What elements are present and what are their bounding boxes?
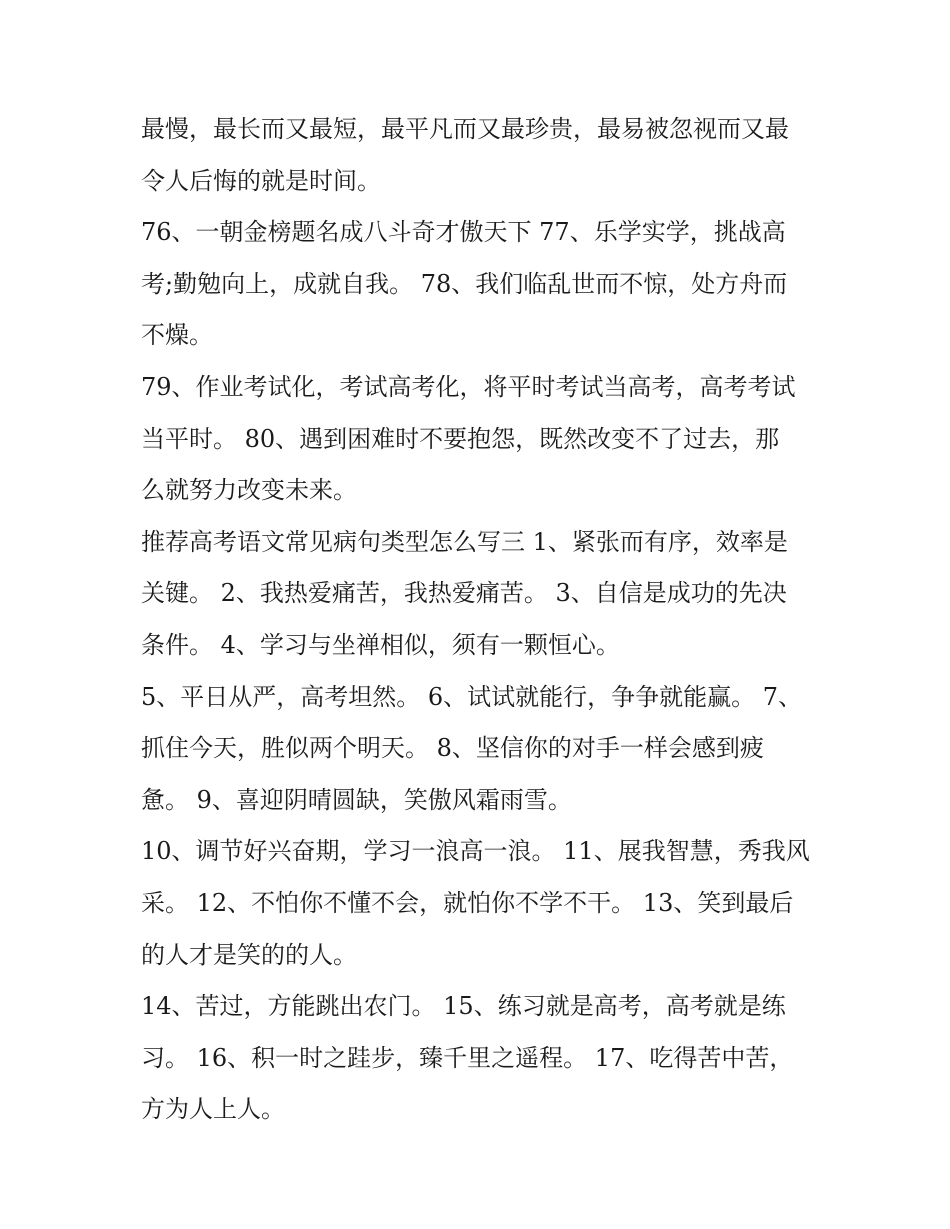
- text-line: 的人才是笑的的人。: [141, 940, 357, 969]
- text-line: 方为人上人。: [141, 1095, 285, 1124]
- text-line: 习。 16、积一时之跬步，臻千里之遥程。 17、吃得苦中苦，: [141, 1043, 794, 1072]
- text-line: 14、苦过，方能跳出农门。 15、练习就是高考，高考就是练: [141, 992, 786, 1021]
- text-line: 条件。 4、学习与坐禅相似，须有一颗恒心。: [141, 630, 620, 659]
- text-line: 当平时。 80、遇到困难时不要抱怨，既然改变不了过去，那: [141, 424, 780, 453]
- text-line: 关键。 2、我热爱痛苦，我热爱痛苦。 3、自信是成功的先决: [141, 579, 787, 608]
- document-body: [141, 104, 821, 1136]
- text-line: 10、调节好兴奋期，学习一浪高一浪。 11、展我智慧，秀我风: [141, 837, 810, 866]
- text-line: 5、平日从严，高考坦然。 6、试试就能行，争争就能赢。 7、: [141, 682, 803, 711]
- text-line: 76、一朝金榜题名成八斗奇才傲天下 77、乐学实学，挑战高: [141, 218, 786, 247]
- text-line: 么就努力改变未来。: [141, 476, 357, 505]
- text-line: 推荐高考语文常见病句类型怎么写三 1、紧张而有序，效率是: [141, 527, 788, 556]
- text-line: 抓住今天，胜似两个明天。 8、坚信你的对手一样会感到疲: [141, 734, 764, 763]
- text-line: 惫。 9、喜迎阴晴圆缺，笑傲风霜雨雪。: [141, 785, 572, 814]
- text-line: 考;勤勉向上，成就自我。 78、我们临乱世而不惊，处方舟而: [141, 269, 788, 298]
- text-line: 79、作业考试化，考试高考化，将平时考试当高考，高考考试: [141, 372, 796, 401]
- text-line: 最慢，最长而又最短，最平凡而又最珍贵，最易被忽视而又最: [141, 115, 789, 143]
- text-line: 令人后悔的就是时间。: [141, 166, 381, 195]
- text-line: 采。 12、不怕你不懂不会，就怕你不学不干。 13、笑到最后: [141, 888, 794, 917]
- text-line: 不燥。: [141, 321, 213, 350]
